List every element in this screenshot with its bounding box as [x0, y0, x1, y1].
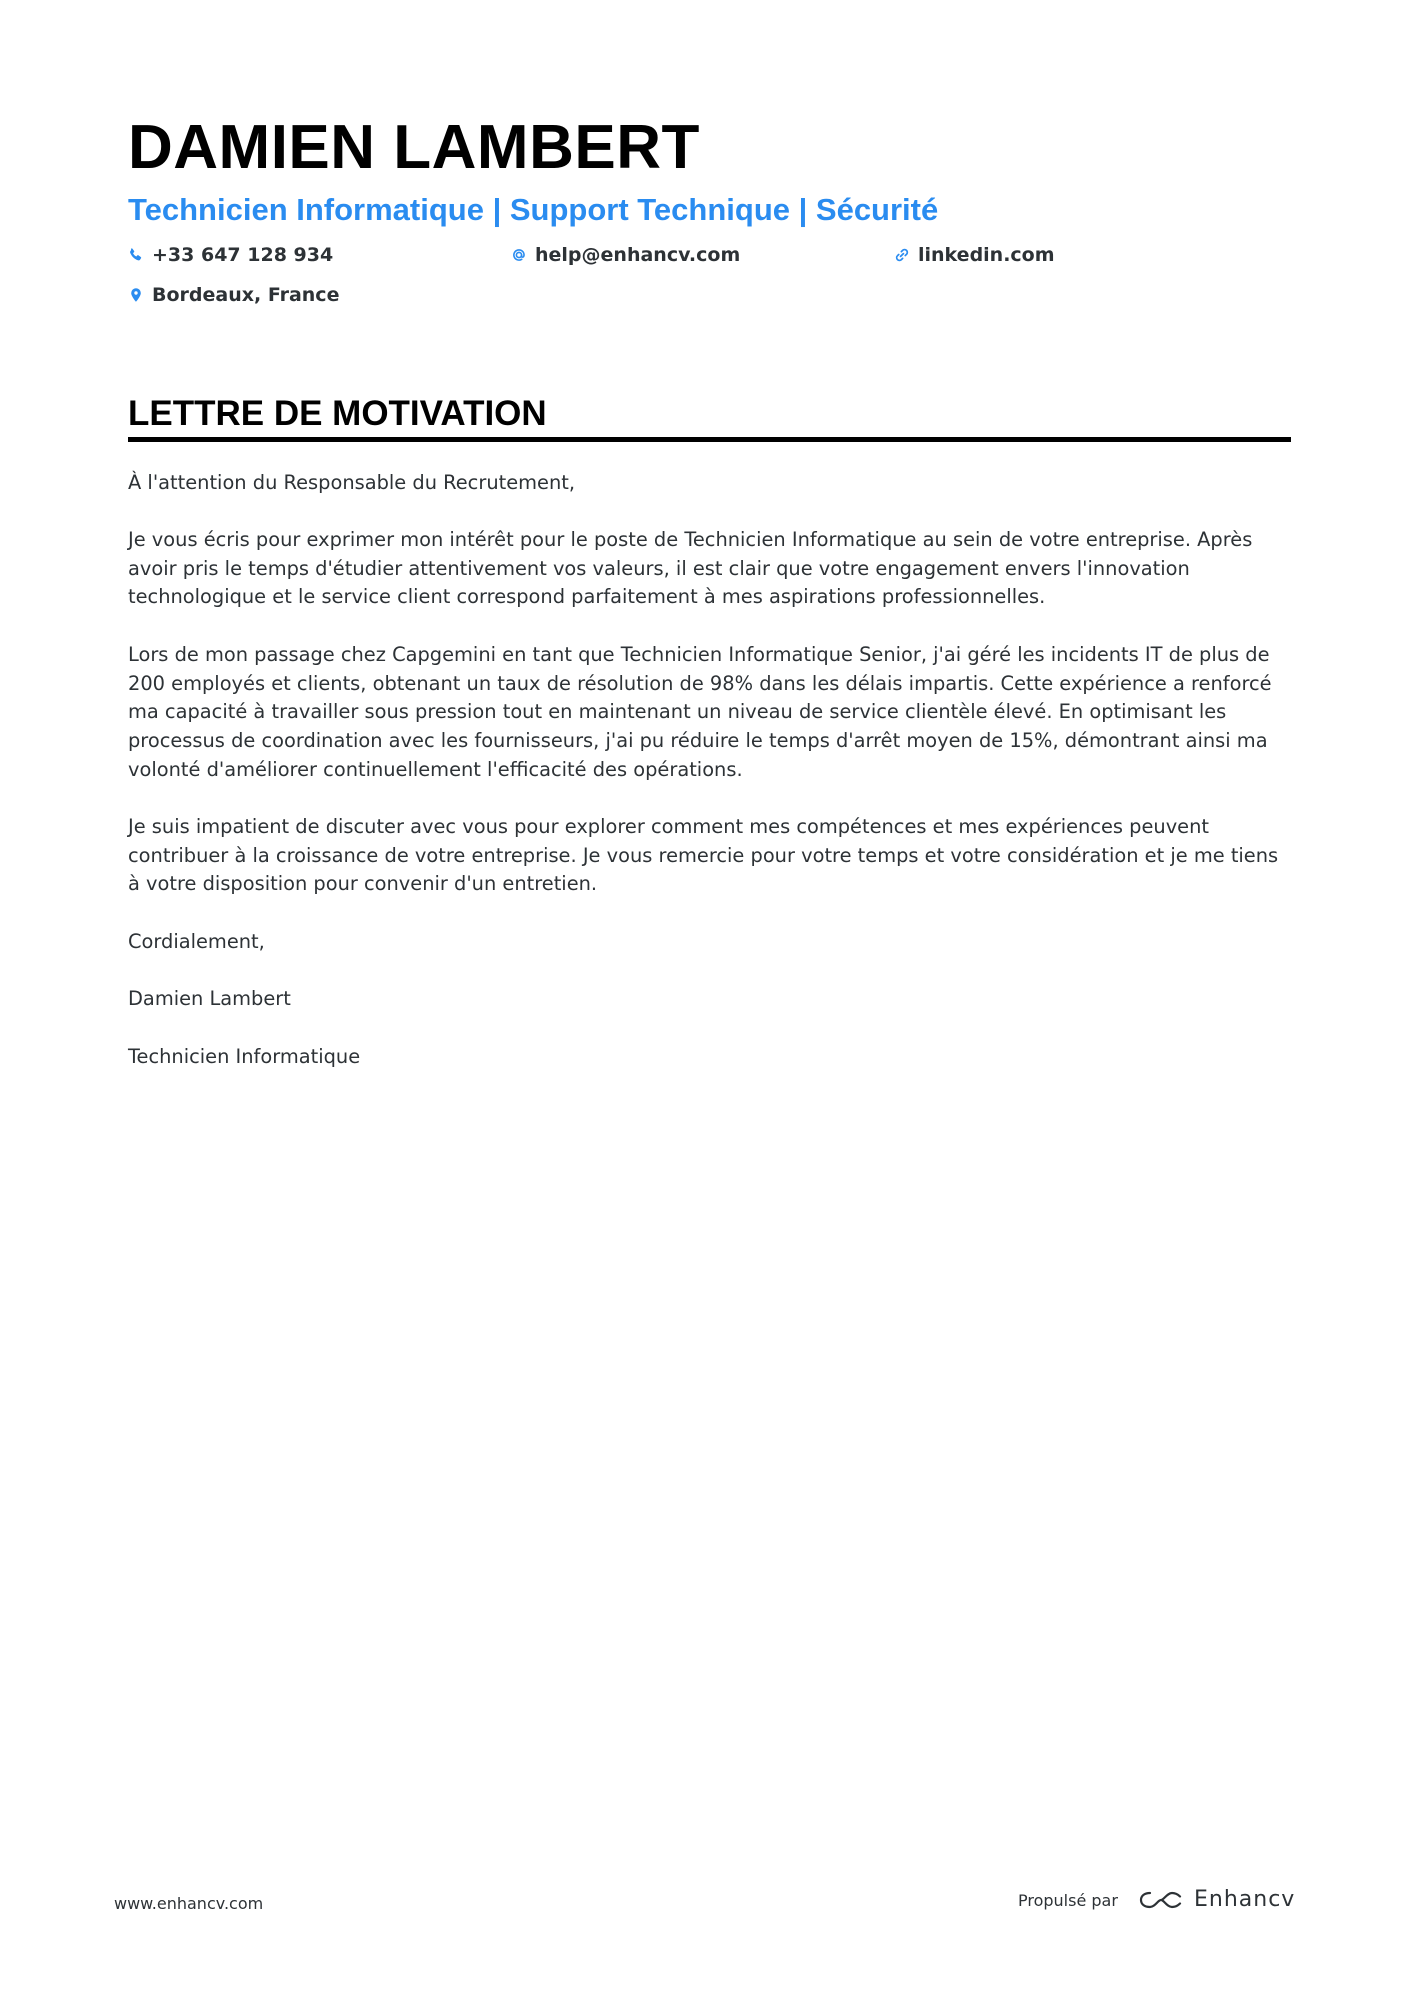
letter-paragraph: Je vous écris pour exprimer mon intérêt pour le poste de Technicien Informatique au sein de votre entreprise. Après avoir pris le temps d'étudier attentivement vos valeurs, il est clair que votre engagement envers l'innovation technologique et le service client correspond parfaitement à mes aspirations professionnelles. — [128, 528, 1253, 609]
brand-name: Enhancv — [1194, 1887, 1296, 1912]
contact-linkedin — [894, 241, 1055, 269]
footer-powered-by: Propulsé par — [1018, 1891, 1118, 1910]
phone-text: +33 647 128 934 — [152, 244, 334, 266]
section-divider — [128, 437, 1291, 442]
link-icon — [894, 247, 910, 263]
linkedin-text: linkedin.com — [918, 244, 1055, 266]
footer-url: www.enhancv.com — [114, 1894, 264, 1913]
applicant-name: DAMIEN LAMBERT — [128, 113, 700, 182]
letter-greeting: À l'attention du Responsable du Recrutement, — [128, 471, 576, 494]
letter-paragraph: Lors de mon passage chez Capgemini en tant que Technicien Informatique Senior, j'ai géré les incidents IT de plus de 200 employés et clients, obtenant un taux de résolution de 98% dans les délais impartis. Cette expérience a renforcé ma capacité à travailler sous pression tout en maintenant un niveau de service clientèle élevé. En optimisant les processus de coordination avec les fournisseurs, j'ai pu réduire le temps d'arrêt moyen de 15%, démontrant ainsi ma volonté d'améliorer continuellement l'efficacité des opérations. — [128, 643, 1272, 781]
map-pin-icon — [128, 287, 144, 303]
section-title: LETTRE DE MOTIVATION — [128, 394, 547, 433]
contact-location — [128, 281, 339, 309]
footer-brand — [1138, 1887, 1295, 1913]
enhancv-logo-icon — [1138, 1887, 1184, 1913]
location-text: Bordeaux, France — [152, 284, 340, 306]
letter-closing: Cordialement, — [128, 930, 265, 953]
letter-signature-role: Technicien Informatique — [128, 1045, 361, 1068]
contact-email — [511, 241, 740, 269]
letter-paragraph: Je suis impatient de discuter avec vous pour explorer comment mes compétences et mes expériences peuvent contribuer à la croissance de votre entreprise. Je vous remercie pour votre temps et votre considération et je me tiens à votre disposition pour convenir d'un entretien. — [128, 815, 1279, 896]
applicant-headline: Technicien Informatique | Support Technique | Sécurité — [128, 192, 939, 227]
letter-signature: Damien Lambert — [128, 987, 291, 1010]
phone-icon — [128, 247, 144, 263]
at-icon — [511, 247, 527, 263]
email-text: help@enhancv.com — [535, 244, 741, 266]
contact-phone — [128, 241, 333, 269]
